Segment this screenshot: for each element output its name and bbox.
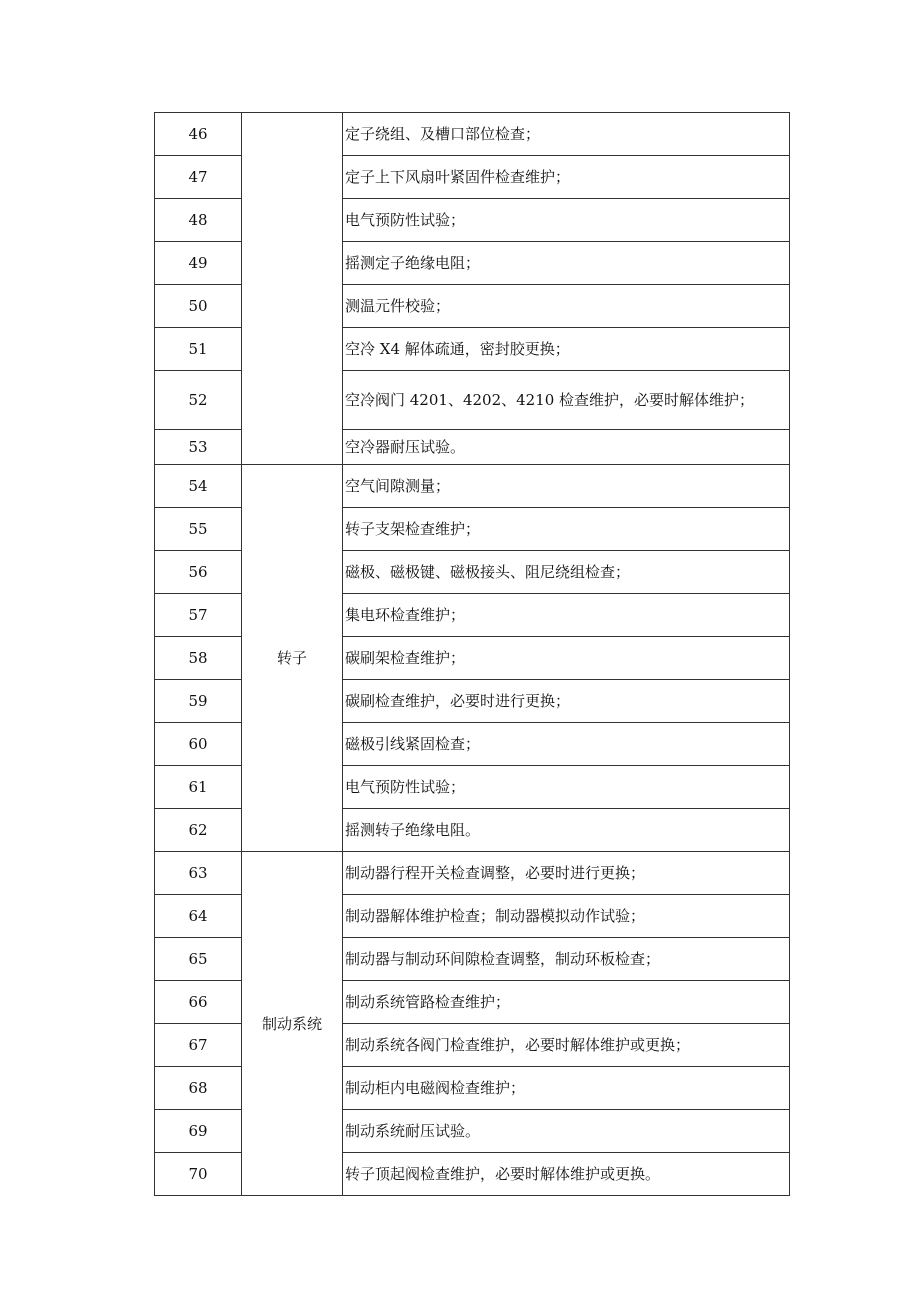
row-number: 70 [155,1153,242,1196]
row-number: 51 [155,328,242,371]
row-number: 56 [155,551,242,594]
row-number: 62 [155,809,242,852]
table-row [155,465,790,508]
row-number: 67 [155,1024,242,1067]
maintenance-item: 定子绕组、及槽口部位检查； [343,113,790,156]
row-number: 64 [155,895,242,938]
row-number: 54 [155,465,242,508]
group-name-cell [242,113,343,465]
group-name-cell: 制动系统 [242,852,343,1196]
table-body [155,113,790,1196]
maintenance-item: 空冷阀门 4201、4202、4210 检查维护，必要时解体维护； [343,371,790,430]
maintenance-item: 空冷 X4 解体疏通，密封胶更换； [343,328,790,371]
row-number: 61 [155,766,242,809]
maintenance-item: 空冷器耐压试验。 [343,430,790,465]
maintenance-item: 制动器与制动环间隙检查调整，制动环板检查； [343,938,790,981]
row-number: 53 [155,430,242,465]
maintenance-item: 制动器解体维护检查；制动器模拟动作试验； [343,895,790,938]
maintenance-item: 空气间隙测量； [343,465,790,508]
maintenance-item: 转子支架检查维护； [343,508,790,551]
maintenance-item: 摇测转子绝缘电阻。 [343,809,790,852]
row-number: 58 [155,637,242,680]
row-number: 47 [155,156,242,199]
maintenance-item: 集电环检查维护； [343,594,790,637]
table-row [155,852,790,895]
row-number: 65 [155,938,242,981]
row-number: 59 [155,680,242,723]
maintenance-item: 摇测定子绝缘电阻； [343,242,790,285]
row-number: 46 [155,113,242,156]
maintenance-item: 磁极引线紧固检查； [343,723,790,766]
maintenance-item: 碳刷检查维护，必要时进行更换； [343,680,790,723]
maintenance-item: 电气预防性试验； [343,766,790,809]
maintenance-item: 制动柜内电磁阀检查维护； [343,1067,790,1110]
maintenance-items-table [154,112,790,1196]
row-number: 68 [155,1067,242,1110]
maintenance-item: 制动系统管路检查维护； [343,981,790,1024]
row-number: 69 [155,1110,242,1153]
maintenance-item: 制动系统各阀门检查维护，必要时解体维护或更换； [343,1024,790,1067]
table-row [155,113,790,156]
row-number: 55 [155,508,242,551]
maintenance-item: 磁极、磁极键、磁极接头、阻尼绕组检查； [343,551,790,594]
maintenance-item: 电气预防性试验； [343,199,790,242]
maintenance-item: 制动器行程开关检查调整，必要时进行更换； [343,852,790,895]
row-number: 60 [155,723,242,766]
row-number: 52 [155,371,242,430]
maintenance-item: 定子上下风扇叶紧固件检查维护； [343,156,790,199]
row-number: 49 [155,242,242,285]
maintenance-item: 转子顶起阀检查维护，必要时解体维护或更换。 [343,1153,790,1196]
row-number: 66 [155,981,242,1024]
group-name-cell: 转子 [242,465,343,852]
maintenance-item: 制动系统耐压试验。 [343,1110,790,1153]
row-number: 50 [155,285,242,328]
row-number: 48 [155,199,242,242]
row-number: 57 [155,594,242,637]
row-number: 63 [155,852,242,895]
maintenance-item: 测温元件校验； [343,285,790,328]
maintenance-item: 碳刷架检查维护； [343,637,790,680]
